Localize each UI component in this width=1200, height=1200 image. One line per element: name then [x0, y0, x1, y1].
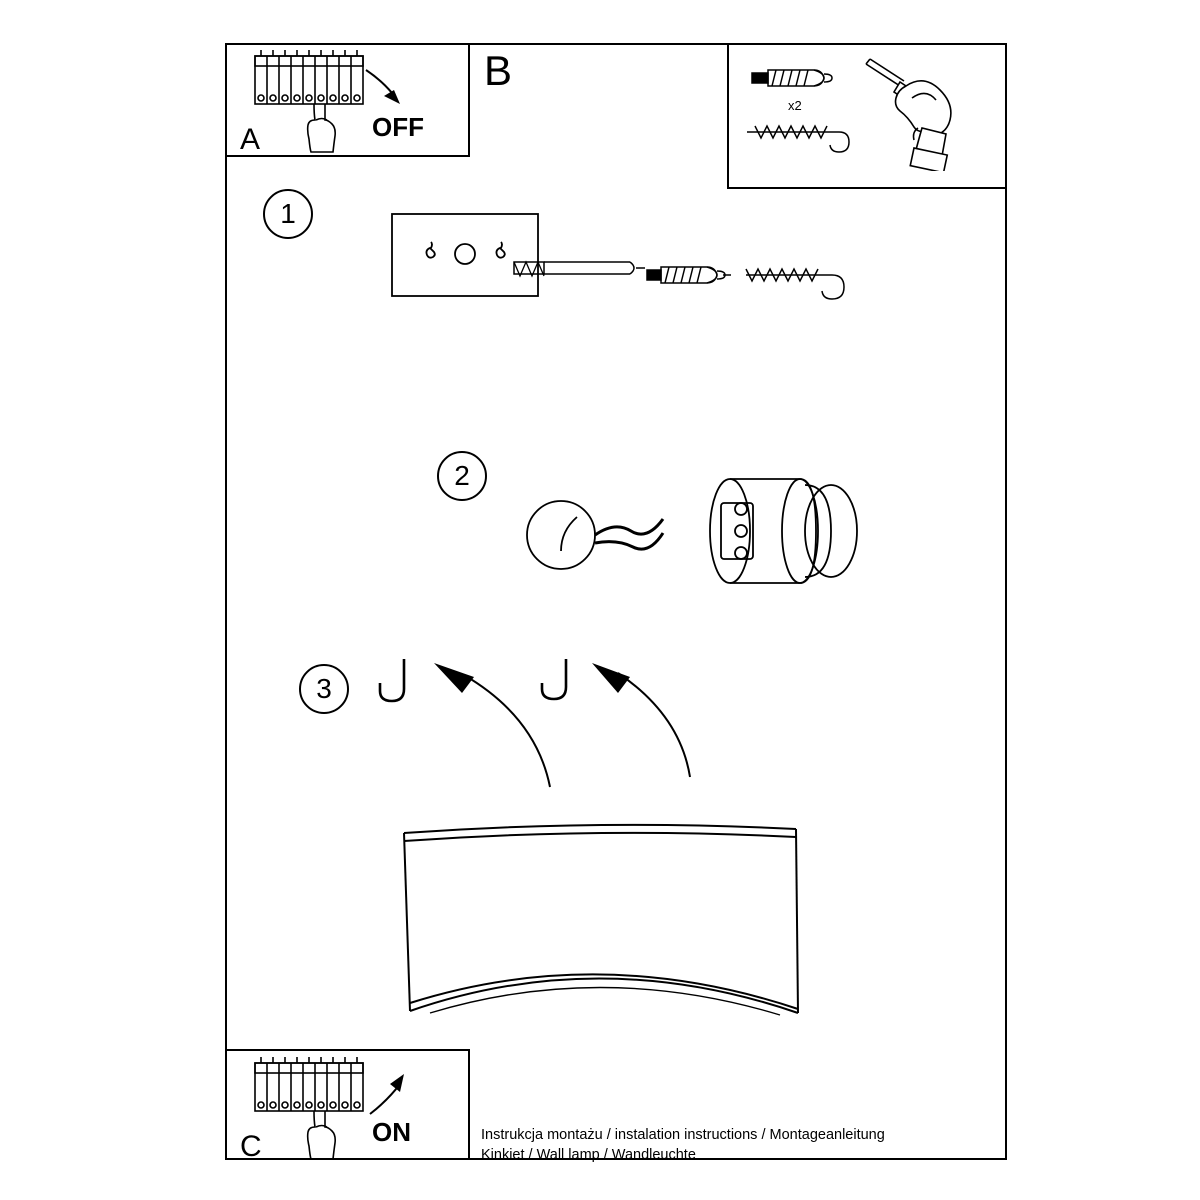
step-2-label: 2	[454, 460, 470, 491]
hook-icon	[372, 655, 414, 711]
step-1-number	[263, 189, 313, 239]
panel-c-letter: C	[240, 1130, 262, 1163]
drill-icon	[860, 56, 985, 171]
wall-plug-icon	[748, 62, 838, 92]
step-3-label: 3	[316, 673, 332, 704]
panel-a-letter: A	[240, 123, 261, 156]
arrow-up-left-icon	[420, 655, 570, 795]
screw-hook-icon	[745, 112, 855, 160]
footer-line-2: Kinkiet / Wall lamp / Wandleuchte	[481, 1147, 696, 1163]
panel-a-action-label: OFF	[372, 112, 424, 142]
wall-lamp-shade-icon	[390, 815, 810, 1025]
curved-arrow-up-icon	[358, 1072, 414, 1118]
panel-b-letter: B	[484, 47, 513, 94]
curved-arrow-down-icon	[358, 66, 414, 112]
footer-line-1: Instrukcja montażu / instalation instructions / Montageanleitung	[481, 1127, 885, 1143]
panel-c-action-label: ON	[372, 1117, 411, 1147]
step-2-number	[437, 451, 487, 501]
step-1-label: 1	[280, 198, 296, 229]
wall-plug-icon	[643, 258, 735, 292]
step-3-number	[299, 664, 349, 714]
screw-hook-icon	[742, 255, 860, 307]
lamp-socket-icon	[515, 465, 875, 595]
arrow-up-left-icon	[582, 655, 712, 785]
tools-quantity-label: x2	[788, 98, 802, 113]
